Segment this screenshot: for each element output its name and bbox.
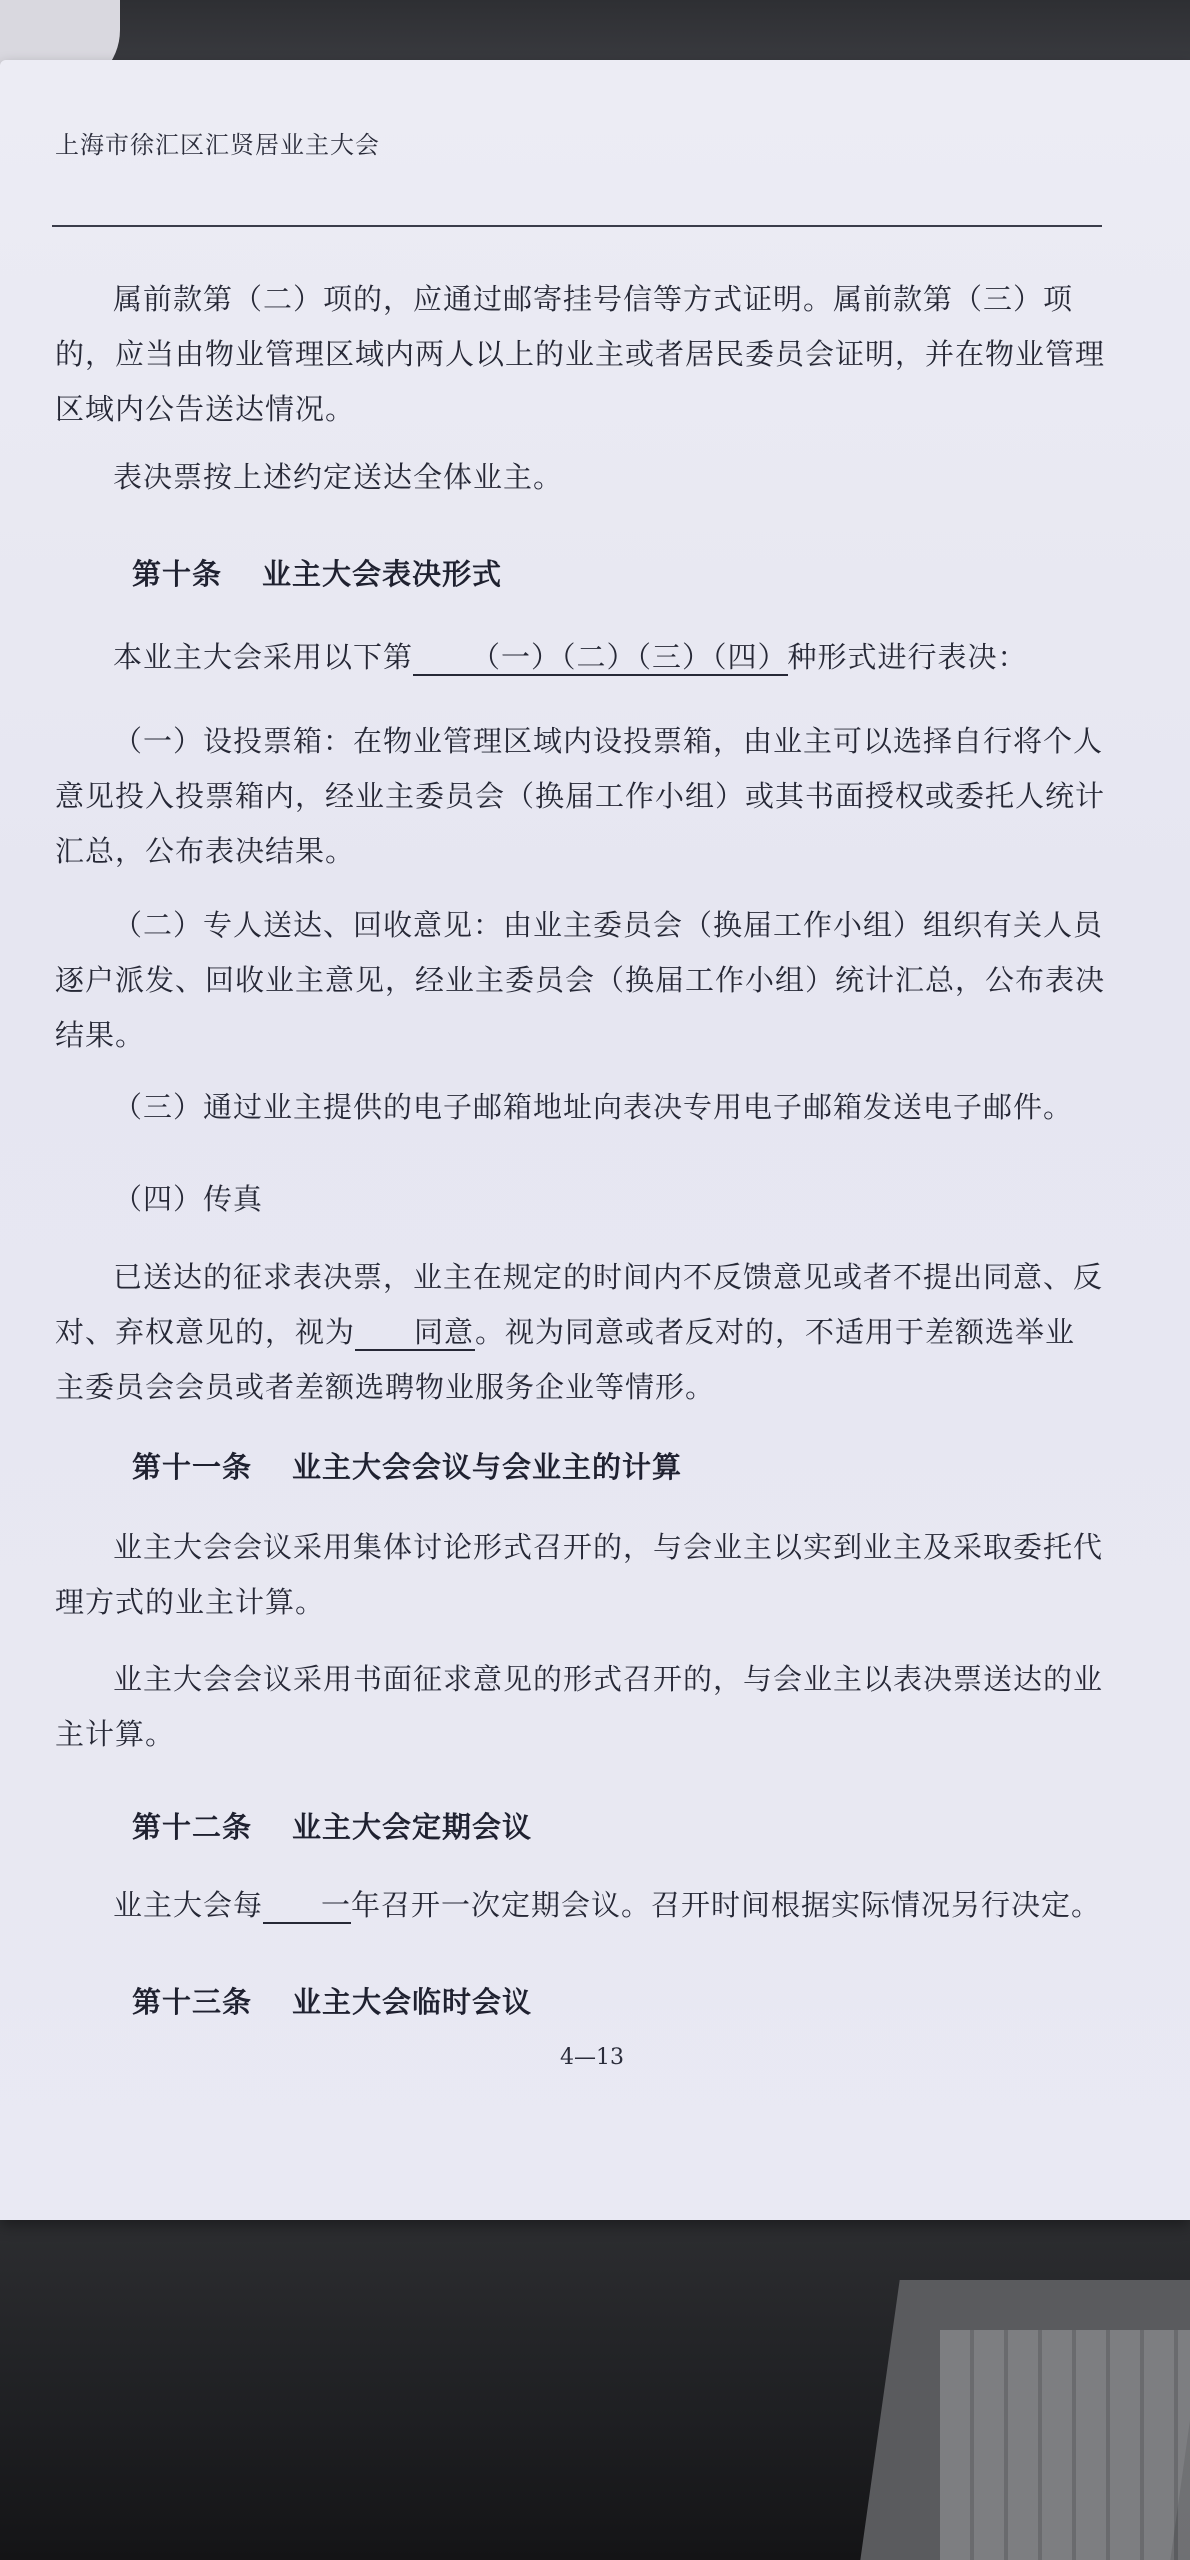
article-number: 第十条 — [132, 557, 223, 591]
filled-blank: 一 — [263, 1888, 351, 1924]
voting-method-4: （四）传真 — [113, 1182, 264, 1216]
article-title: 业主大会会议与会业主的计算 — [292, 1450, 683, 1484]
paragraph-delivery: 表决票按上述约定送达全体业主。 — [113, 460, 564, 494]
article-title: 业主大会临时会议 — [292, 1985, 533, 2019]
page-header: 上海市徐汇区汇贤居业主大会 — [55, 131, 380, 159]
voting-method-1: （一）设投票箱：在物业管理区域内设投票箱，由业主可以选择自行将个人意见投入投票箱内，经业主委员会（换届工作小组）或其书面授权或委托人统计汇总，公布表决结果。 — [55, 724, 1106, 868]
filled-blank: （一）（二）（三）（四） — [413, 640, 788, 676]
article-number: 第十二条 — [132, 1810, 253, 1844]
voting-method-3: （三）通过业主提供的电子邮箱地址向表决专用电子邮箱发送电子邮件。 — [113, 1090, 1074, 1124]
article-12-paragraph: 业主大会每 一年召开一次定期会议。召开时间根据实际情况另行决定。 — [113, 1888, 1102, 1922]
article-13-heading — [132, 1980, 532, 2021]
article-10-intro: 本业主大会采用以下第 （一）（二）（三）（四）种形式进行表决： — [113, 640, 1028, 674]
article-title: 业主大会表决形式 — [262, 557, 503, 591]
paragraph-mail-proof: 属前款第（二）项的，应通过邮寄挂号信等方式证明。属前款第（三）项的，应当由物业管理区域内两人以上的业主或者居民委员会证明，并在物业管理区域内公告送达情况。 — [55, 282, 1106, 426]
filled-blank: 同意 — [355, 1315, 475, 1351]
article-10-heading — [132, 552, 502, 593]
voting-method-2: （二）专人送达、回收意见：由业主委员会（换届工作小组）组织有关人员逐户派发、回收业主意见，经业主委员会（换届工作小组）统计汇总，公布表决结果。 — [55, 908, 1106, 1052]
article-number: 第十一条 — [132, 1450, 253, 1484]
article-11-paragraph-1: 业主大会会议采用集体讨论形式召开的，与会业主以实到业主及采取委托代理方式的业主计算。 — [55, 1530, 1104, 1619]
article-11-paragraph-2: 业主大会会议采用书面征求意见的形式召开的，与会业主以表决票送达的业主计算。 — [55, 1662, 1104, 1751]
article-12-heading — [132, 1805, 532, 1846]
background-tiles — [940, 2330, 1190, 2560]
header-rule — [52, 225, 1102, 227]
page-number: 4—13 — [560, 2045, 624, 2070]
deemed-consent-paragraph: 已送达的征求表决票，业主在规定的时间内不反馈意见或者不提出同意、反对、弃权意见的，视为 同意。视为同意或者反对的，不适用于差额选举业主委员会会员或者差额选聘物业服务企业等情形。 — [55, 1260, 1104, 1404]
article-title: 业主大会定期会议 — [292, 1810, 533, 1844]
article-number: 第十三条 — [132, 1985, 253, 2019]
article-11-heading — [132, 1445, 682, 1486]
